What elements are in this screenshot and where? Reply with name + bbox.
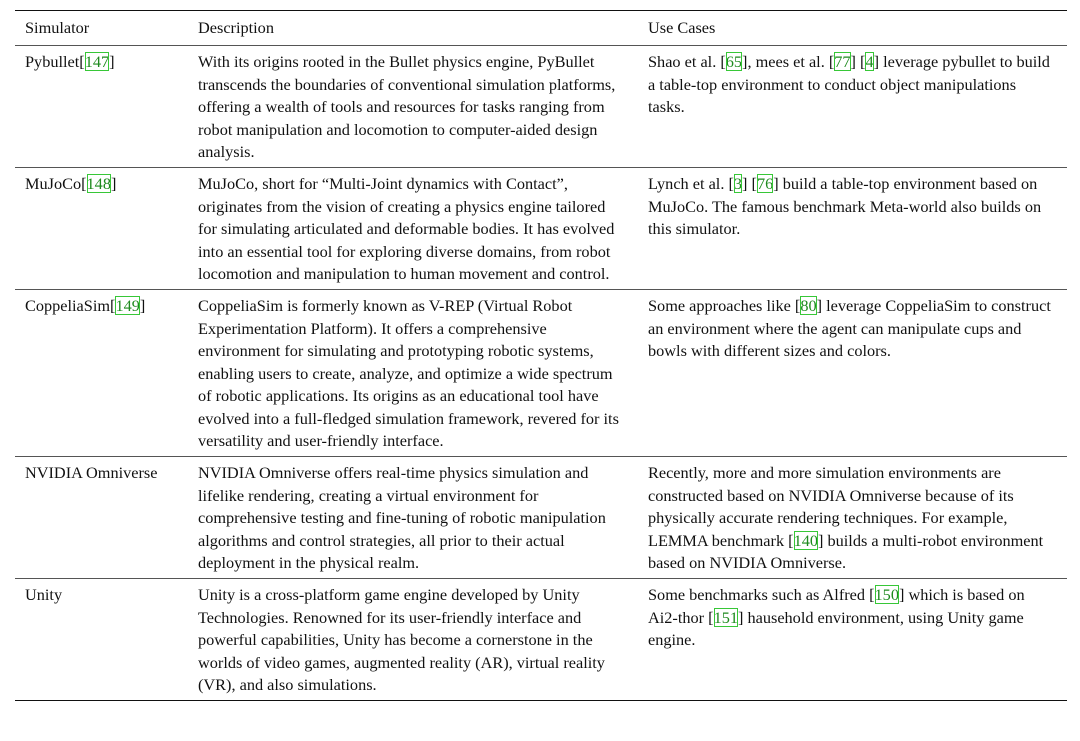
use-case-text: ] which is based on Ai2-thor [ [648,585,1025,627]
citation-link[interactable]: 140 [793,530,819,550]
use-case-text: ], mees et al. [ [742,52,835,72]
simulator-name: Unity [25,585,63,605]
citation-link[interactable]: 80 [800,296,817,316]
table-row [15,290,1067,457]
simulator-name: Pybullet [25,52,80,72]
header-use-cases: Use Cases [638,11,1067,46]
use-cases-cell [638,579,1067,701]
use-cases-cell [638,168,1067,290]
simulator-cell [15,457,198,579]
citation-link[interactable]: 149 [115,296,140,316]
simulator-cell: MuJoCo[148] [15,168,198,290]
description-cell: MuJoCo, short for “Multi-Joint dynamics with Contact”, originates from the vision of creating a physics engine tailored for simulating articulated and deformable bodies. It has evolved into an essential tool for exploring diverse domains, from robot locomotion and manipulation to human movement and control. [198,168,638,290]
table-row [15,579,1067,701]
header-row [15,11,1067,46]
table-header [15,11,1067,46]
simulator-cell: CoppeliaSim[149] [15,290,198,457]
use-case-text: ] builds a multi-robot environment based on NVIDIA Omniverse. [648,530,1044,572]
citation-link[interactable]: 147 [84,52,110,72]
description-cell: CoppeliaSim is formerly known as V-REP (Virtual Robot Experimentation Platform). It offers a comprehensive environment for simulating and prototyping robotic systems, enabling users to create, analyze, and optimize a wide spectrum of robotic applications. Its origins as an educational tool have evolved into a full-fledged simulation framework, revered for its versatility and user-friendly interface. [198,290,638,457]
simulator-table [15,10,1067,701]
simulator-name: NVIDIA Omniverse [25,463,158,483]
use-case-text: Some benchmarks such as Alfred [ [648,585,875,605]
use-cases-cell [638,290,1067,457]
use-case-text: ] [ [850,52,866,72]
citation-link[interactable]: 4 [865,52,874,72]
citation-link[interactable]: 150 [874,585,899,605]
use-case-text: ] [ [742,174,757,194]
use-case-text: ] build a table-top environment based on MuJoCo. The famous benchmark Meta-world also builds on this simulator. [648,174,1042,239]
use-cases-cell [638,46,1067,168]
use-case-text: Some approaches like [ [648,296,801,316]
citation-link[interactable]: 3 [733,174,743,194]
simulator-cell [15,579,198,701]
table-row [15,457,1067,579]
simulator-cell: Pybullet[147] [15,46,198,168]
simulator-name: CoppeliaSim [25,296,111,316]
citation-link[interactable]: 148 [86,174,111,194]
header-description: Description [198,11,638,46]
table-row [15,46,1067,168]
description-cell: With its origins rooted in the Bullet physics engine, PyBullet transcends the boundaries of conventional simulation platforms, offering a wealth of tools and resources for tasks ranging from robot manipulation and locomotion to computer-aided design analysis. [198,46,638,168]
citation-link[interactable]: 76 [756,174,774,194]
header-simulator: Simulator [15,11,198,46]
use-case-text: ] leverage pybullet to build a table-top environment to conduct object manipulations tasks. [648,52,1050,117]
table-row [15,168,1067,290]
simulator-name: MuJoCo [25,174,82,194]
use-case-text: Recently, more and more simulation environments are constructed based on NVIDIA Omniverse because of its physically accurate rendering techniques. For example, LEMMA benchmark [ [648,463,1014,550]
use-case-text: ] hausehold environment, using Unity game engine. [648,607,1024,650]
citation-link[interactable]: 151 [713,607,738,627]
use-case-text: ] leverage CoppeliaSim to construct an environment where the agent can manipulate cups and bowls with different sizes and colors. [648,296,1051,361]
use-case-text: Shao et al. [ [648,52,726,72]
use-cases-cell [638,457,1067,579]
citation-link[interactable]: 77 [834,52,851,72]
description-cell: NVIDIA Omniverse offers real-time physics simulation and lifelike rendering, creating a virtual environment for comprehensive testing and fine-tuning of robotic manipulation algorithms and control strategies, all prior to their actual deployment in the physical realm. [198,457,638,579]
description-cell: Unity is a cross-platform game engine developed by Unity Technologies. Renowned for its user-friendly interface and powerful capabilities, Unity has become a cornerstone in the worlds of video games, augmented reality (AR), virtual reality (VR), and also simulations. [198,579,638,701]
table-body [15,46,1067,701]
use-case-text: Lynch et al. [ [648,174,734,194]
citation-link[interactable]: 65 [725,52,743,72]
